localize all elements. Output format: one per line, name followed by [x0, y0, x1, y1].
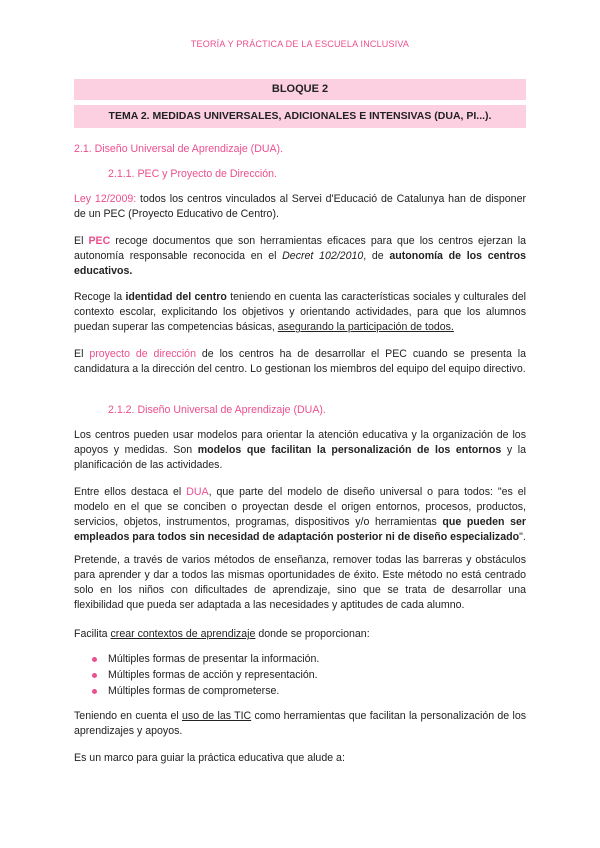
subsection-heading-2-1-2: 2.1.2. Diseño Universal de Aprendizaje (DUA). [108, 404, 326, 416]
paragraph-identidad [74, 290, 526, 335]
text: Recoge la [74, 291, 126, 303]
law-text: todos los centros vinculados al Servei d'Educació de Catalunya han de disponer de un PEC (Proyecto Educativo de Centro). [74, 193, 526, 220]
paragraph-pec [74, 234, 526, 279]
pec-term: PEC [88, 235, 111, 247]
dua-term: DUA [186, 486, 209, 498]
paragraph-facilita [74, 627, 526, 642]
underlined-phrase: asegurando la participación de todos. [277, 321, 454, 333]
decret-reference: Decret 102/2010 [282, 250, 364, 262]
text: teniendo en cuenta las características sociales y culturales del contexto escolar, explicitando los objetivos y orientando actividades, para que los alumnos puedan superar las competencias básicas, [74, 291, 526, 333]
list-item-text: Múltiples formas de comprometerse. [108, 685, 280, 697]
topic-title: TEMA 2. MEDIDAS UNIVERSALES, ADICIONALES E INTENSIVAS (DUA, PI...). [74, 105, 526, 128]
list-item-text: Múltiples formas de acción y representación. [108, 669, 318, 681]
direccion-term: proyecto de dirección [89, 348, 196, 360]
text: Facilita [74, 628, 111, 640]
text: , de [363, 250, 390, 262]
underlined-phrase: uso de las TIC [182, 710, 252, 722]
list-item [74, 684, 319, 700]
bullet-icon [92, 657, 97, 662]
bullet-list [74, 652, 319, 700]
text: Teniendo en cuenta el [74, 710, 183, 722]
text: de los centros ha de desarrollar el PEC cuando se presenta la candidatura a la dirección del centro. Lo gestionan los miembros del equipo del equipo directivo. [74, 348, 526, 375]
bold-phrase: identidad del centro [125, 291, 227, 303]
subsection-heading-2-1-1: 2.1.1. PEC y Proyecto de Dirección. [108, 168, 277, 180]
text: recoge documentos que son herramientas eficaces para que los centros ejerzan la autonomía responsable reconocida en el [74, 235, 526, 262]
underlined-phrase: crear contextos de aprendizaje [110, 628, 256, 640]
bold-phrase: que pueden ser empleados para todos sin necesidad de adaptación posterior ni de diseño especializado [74, 516, 526, 543]
text: ". [519, 531, 526, 543]
section-heading-2-1: 2.1. Diseño Universal de Aprendizaje (DUA). [74, 143, 284, 155]
running-header: TEORÍA Y PRÁCTICA DE LA ESCUELA INCLUSIVA [190, 39, 410, 49]
text: donde se proporcionan: [255, 628, 370, 640]
paragraph-ley [74, 192, 526, 222]
text: , que parte del modelo de diseño universal o para todos: "es el modelo en el que se conciben o proyectan desde el origen entornos, procesos, productos, servicios, objetos, instrumentos, programas, dispositivos y/o herramientas [74, 486, 526, 528]
text: El [74, 348, 90, 360]
bold-phrase: autonomía de los centros educativos. [74, 250, 526, 277]
block-title: BLOQUE 2 [74, 79, 526, 100]
paragraph-dua [74, 485, 526, 545]
bullet-icon [92, 689, 97, 694]
paragraph-direccion [74, 347, 526, 377]
paragraph-modelos [74, 428, 526, 473]
list-item [74, 652, 319, 668]
paragraph-pretende: Pretende, a través de varios métodos de enseñanza, remover todas las barreras y obstáculos para aprender y dar a todos las mismas oportunidades de éxito. Este método no está centrado solo en los niños con dificultades de aprendizaje, sino que se trata de desarrollar una flexibilidad que pueda ser adaptada a las necesidades y aptitudes de cada alumno. [74, 554, 526, 611]
bold-phrase: modelos que facilitan la personalización de los entornos [197, 444, 502, 456]
text: Entre ellos destaca el [74, 486, 187, 498]
text: y la planificación de las actividades. [74, 444, 526, 471]
paragraph-tic [74, 709, 526, 739]
list-item-text: Múltiples formas de presentar la información. [108, 653, 320, 665]
text: como herramientas que facilitan la personalización de los aprendizajes y apoyos. [74, 710, 527, 737]
bullet-icon [92, 673, 97, 678]
text: El [74, 235, 89, 247]
paragraph-marco: Es un marco para guiar la práctica educativa que alude a: [74, 752, 345, 764]
list-item [74, 668, 319, 684]
text: Los centros pueden usar modelos para orientar la atención educativa y la organización de los apoyos y medidas. Son [74, 429, 526, 456]
law-reference: Ley 12/2009: [74, 193, 137, 205]
